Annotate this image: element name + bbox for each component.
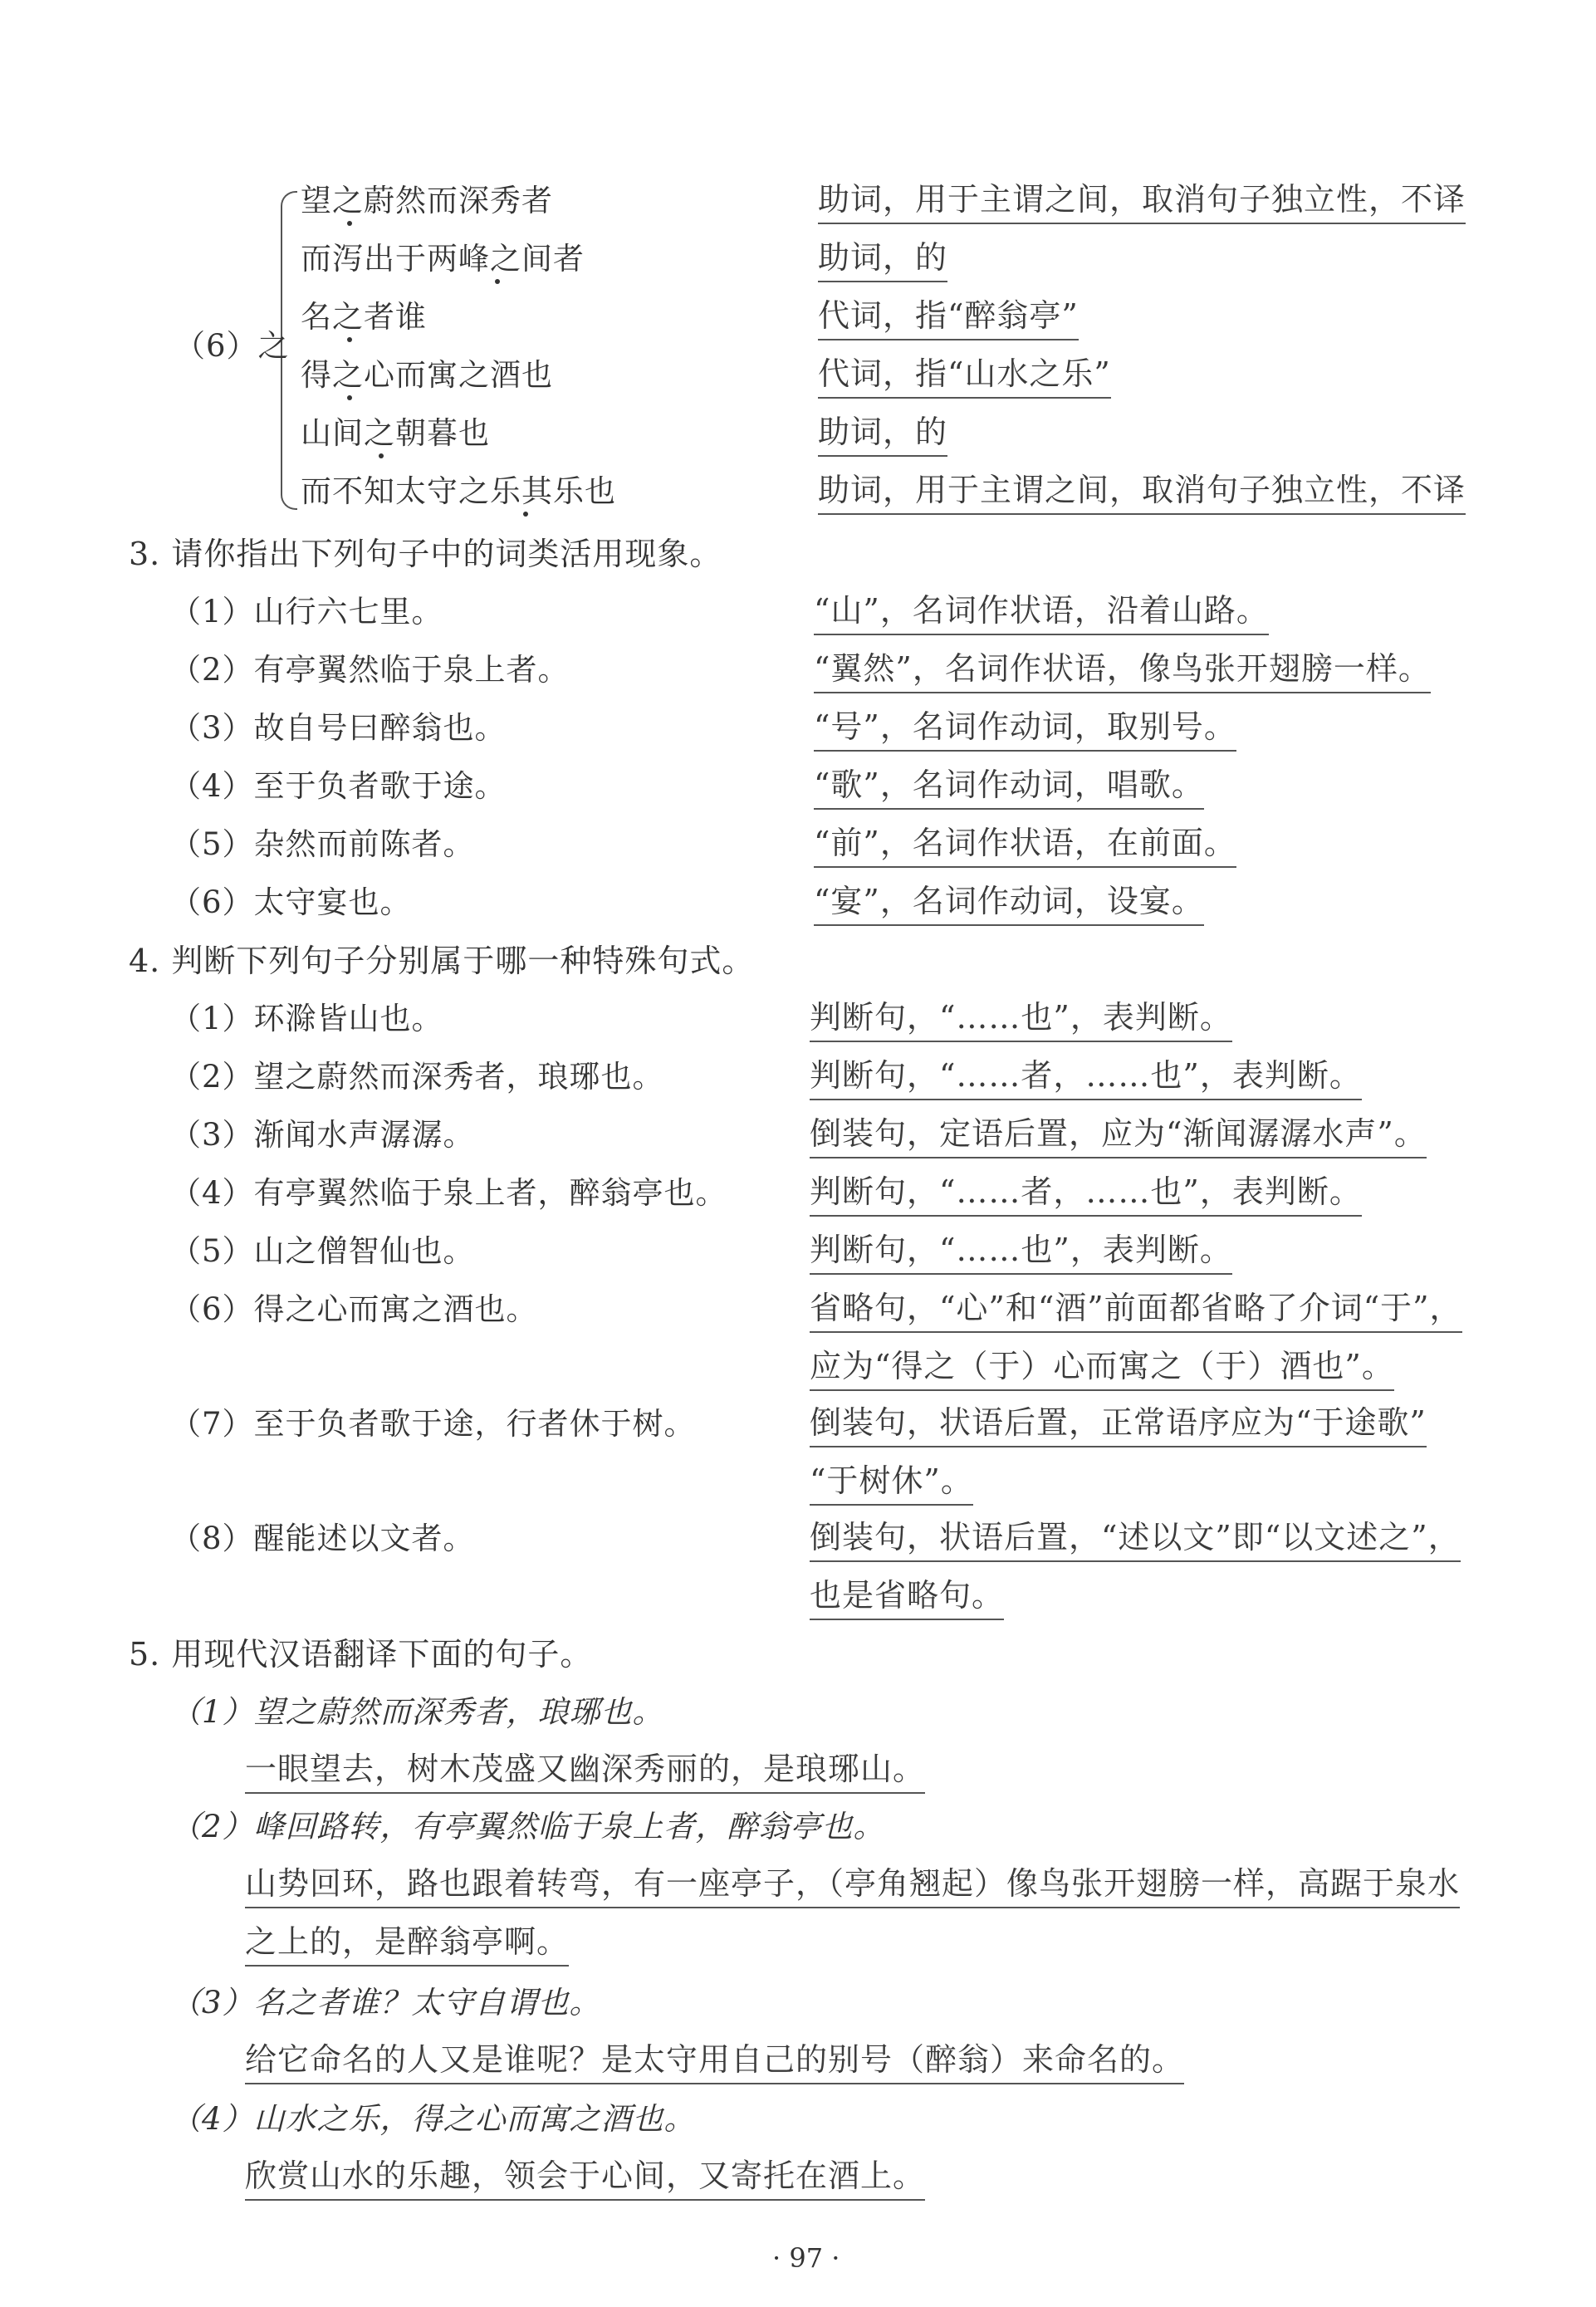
section6-a4: 代词，指“山水之乐” [818,355,1111,399]
q3-item1: （1）山行六七里。 [170,594,443,629]
q4-answer3: 倒装句，定语后置，应为“渐闻潺潺水声”。 [810,1115,1427,1158]
q4-answer6-line2: 应为“得之（于）心而寓之（于）酒也”。 [810,1348,1394,1391]
q5-item3: （3）名之者谁？太守自谓也。 [170,1985,601,2020]
section6-q5: 山间之朝暮也 [301,415,490,451]
q5-title: 5. 用现代汉语翻译下面的句子。 [129,1636,593,1673]
q3-item4: （4）至于负者歌于途。 [170,768,507,804]
emphasis-dot [523,512,528,517]
q3-answer4: “歌”，名词作动词，唱歌。 [814,767,1204,810]
q5-item2: （2）峰回路转，有亭翼然临于泉上者，醉翁亭也。 [170,1809,885,1844]
q4-answer8-line1: 倒装句，状语后置，“述以文”即“以文述之”， [810,1519,1461,1562]
q5-item1: （1）望之蔚然而深秀者，琅琊也。 [170,1694,664,1730]
q3-answer3: “号”，名词作动词，取别号。 [814,708,1236,752]
q4-title: 4. 判断下列句子分别属于哪一种特殊句式。 [129,943,755,979]
q4-answer7-line2: “于树休”。 [810,1462,973,1506]
emphasis-dot [495,279,500,284]
q5-answer3: 给它命名的人又是谁呢？是太守用自己的别号（醉翁）来命名的。 [245,2041,1184,2084]
q3-answer5: “前”，名词作状语，在前面。 [814,825,1236,868]
emphasis-dot [379,453,384,458]
q3-item3: （3）故自号曰醉翁也。 [170,710,507,746]
q5-item4: （4）山水之乐，得之心而寓之酒也。 [170,2101,696,2137]
q3-answer2: “翼然”，名词作状语，像鸟张开翅膀一样。 [814,650,1431,693]
section6-q4: 得之心而寓之酒也 [301,357,553,393]
q5-answer4: 欣赏山水的乐趣，领会于心间，又寄托在酒上。 [245,2158,925,2201]
q4-item2: （2）望之蔚然而深秀者，琅琊也。 [170,1059,664,1095]
q5-answer2-line1: 山势回环，路也跟着转弯，有一座亭子，（亭角翘起）像鸟张开翅膀一样，高踞于泉水 [245,1865,1460,1908]
q4-item7: （7）至于负者歌于途，行者休于树。 [170,1406,696,1442]
section6-a6: 助词，用于主谓之间，取消句子独立性，不译 [818,472,1466,515]
section6-a1: 助词，用于主谓之间，取消句子独立性，不译 [818,181,1466,224]
q3-item6: （6）太守宴也。 [170,884,412,920]
q4-answer8-line2: 也是省略句。 [810,1577,1004,1620]
q4-item6: （6）得之心而寓之酒也。 [170,1291,538,1327]
q3-item2: （2）有亭翼然临于泉上者。 [170,652,570,688]
q4-item8: （8）醒能述以文者。 [170,1521,475,1556]
section6-q2: 而泻出于两峰之间者 [301,241,585,277]
section6-a5: 助词，的 [818,414,947,457]
emphasis-dot [347,221,352,226]
q3-title: 3. 请你指出下列句子中的词类活用现象。 [129,536,722,572]
emphasis-dot [347,395,352,400]
q4-answer1: 判断句，“……也”，表判断。 [810,999,1232,1042]
section6-q1: 望之蔚然而深秀者 [301,183,553,218]
q3-answer6: “宴”，名词作动词，设宴。 [814,883,1204,926]
q4-item3: （3）渐闻水声潺潺。 [170,1117,475,1153]
q5-answer2-line2: 之上的，是醉翁亭啊。 [245,1923,569,1967]
emphasis-dot [347,337,352,342]
section6-label: （6）之 [174,328,290,364]
section6-a2: 助词，的 [818,239,947,282]
page-number: · 97 · [772,2242,840,2274]
q4-answer2: 判断句，“……者，……也”，表判断。 [810,1057,1362,1100]
section6-q6: 而不知太守之乐其乐也 [301,473,616,509]
section6-q3: 名之者谁 [301,299,427,335]
q5-answer1: 一眼望去，树木茂盛又幽深秀丽的，是琅琊山。 [245,1751,925,1794]
q4-item1: （1）环滁皆山也。 [170,1001,443,1036]
section6-a3: 代词，指“醉翁亭” [818,297,1079,340]
q4-item5: （5）山之僧智仙也。 [170,1233,475,1269]
q4-item4: （4）有亭翼然临于泉上者，醉翁亭也。 [170,1175,727,1211]
q3-item5: （5）杂然而前陈者。 [170,826,475,862]
q3-answer1: “山”，名词作状语，沿着山路。 [814,592,1269,635]
q4-answer7-line1: 倒装句，状语后置，正常语序应为“于途歌” [810,1404,1427,1447]
q4-answer6-line1: 省略句，“心”和“酒”前面都省略了介词“于”， [810,1290,1462,1333]
q4-answer5: 判断句，“……也”，表判断。 [810,1232,1232,1275]
q4-answer4: 判断句，“……者，……也”，表判断。 [810,1173,1362,1217]
